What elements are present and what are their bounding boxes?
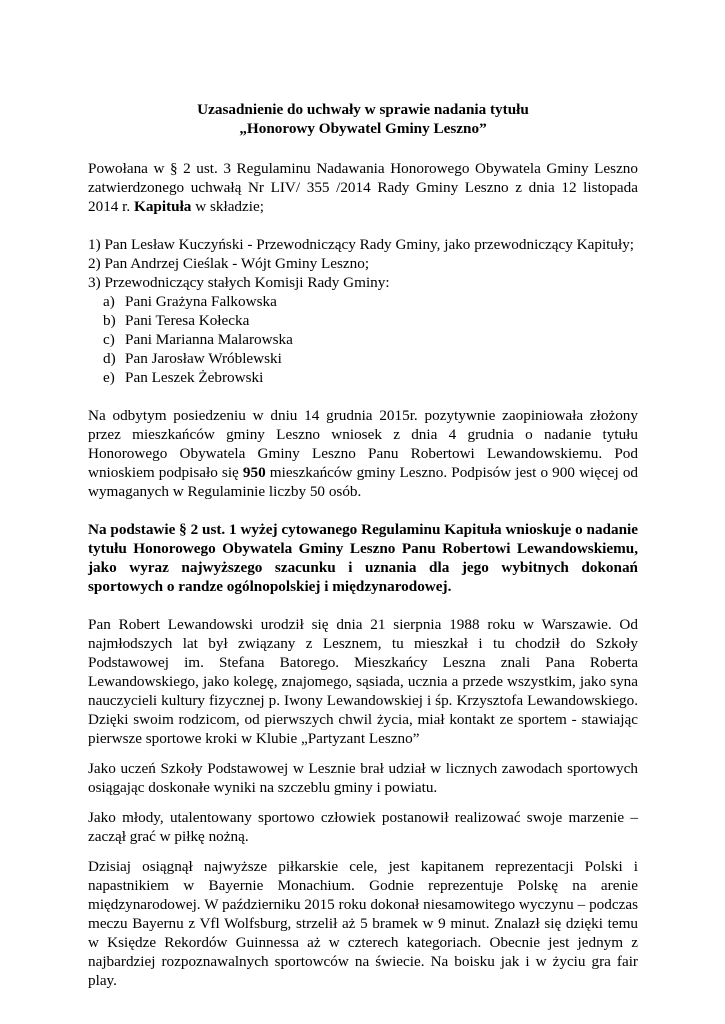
member-name: Pani Marianna Malarowska (125, 331, 293, 348)
football-start-paragraph: Jako młody, utalentowany sportowo człowiek postanowił realizować swoje marzenie – zaczął grać w piłkę nożną. (88, 809, 638, 845)
member-name: Pani Grażyna Falkowska (125, 293, 277, 310)
list-marker: c) (103, 331, 115, 348)
title-line-1: Uzasadnienie do uchwały w sprawie nadania tytułu (197, 101, 529, 118)
list-marker: d) (103, 350, 116, 367)
signatures-count: 950 (242, 464, 266, 481)
meeting-text: Na odbytym posiedzeniu w dniu 14 grudnia 2015r. pozytywnie zaopiniowała złożony przez mieszkańców gminy Leszno wniosek z dnia 4 grudnia o nadanie tytułu Honorowego Obywatela Gminy Leszno Panu Robertowi Lewandowskiemu. Pod wnioskiem podpisało się (88, 407, 638, 481)
member-item: 1) Pan Lesław Kuczyński - Przewodniczący Rady Gminy, jako przewodniczący Kapituły; (88, 236, 635, 253)
member-name: Pani Teresa Kołecka (125, 312, 250, 329)
members-list (88, 235, 638, 292)
member-item: 2) Pan Andrzej Cieślak - Wójt Gminy Leszno; (88, 255, 370, 272)
document-page (88, 100, 638, 1001)
commission-member-item (103, 311, 638, 330)
meeting-paragraph (88, 406, 638, 501)
member-name: Pan Jarosław Wróblewski (125, 350, 282, 367)
meeting-text-end: mieszkańców gminy Leszno. Podpisów jest o 900 więcej od wymaganych w Regulaminie liczby 50 osób. (88, 464, 639, 500)
member-name: Pan Leszek Żebrowski (125, 369, 264, 386)
list-marker: a) (103, 293, 115, 310)
title-line-2: „Honorowy Obywatel Gminy Leszno” (239, 120, 487, 137)
commission-member-item (103, 292, 638, 311)
intro-text-end: w składzie; (191, 198, 264, 215)
intro-bold-kapitula: Kapituła (134, 198, 192, 215)
commission-member-item (103, 349, 638, 368)
document-title (88, 100, 638, 138)
commission-member-item (103, 368, 638, 387)
commission-members-list (88, 292, 638, 387)
intro-paragraph (88, 159, 638, 216)
achievements-paragraph: Dzisiaj osiągnął najwyższe piłkarskie cele, jest kapitanem reprezentacji Polski i napastnikiem w Bayernie Monachium. Godnie reprezentuje Polskę na arenie międzynarodowej. W październiku 2015 roku dokonał niesamowitego wyczynu – podczas meczu Bayernu z Vfl Wolfsburg, strzelił aż 5 bramek w 9 minut. Znalazł się dzięki temu w Księdze Rekordów Guinnessa aż w czterech kategoriach. Obecnie jest jednym z najbardziej rozpoznawalnych sportowców na świecie. Na boisku jak i w życiu gra fair play. (88, 858, 638, 989)
decision-paragraph: Na podstawie § 2 ust. 1 wyżej cytowanego Regulaminu Kapituła wnioskuje o nadanie tytułu Honorowego Obywatela Gminy Leszno Panu Robertowi Lewandowskiemu, jako wyraz najwyższego szacunku i uznania dla jego wybitnych dokonań sportowych o randze ogólnopolskiej i międzynarodowej. (88, 521, 638, 595)
commission-member-item (103, 330, 638, 349)
school-paragraph: Jako uczeń Szkoły Podstawowej w Lesznie brał udział w licznych zawodach sportowych osiągając doskonałe wyniki na szczeblu gminy i powiatu. (88, 760, 638, 796)
biography-paragraph: Pan Robert Lewandowski urodził się dnia 21 sierpnia 1988 roku w Warszawie. Od najmłodszych lat był związany z Lesznem, tu mieszkał i tu chodził do Szkoły Podstawowej im. Stefana Batorego. Mieszkańcy Leszna znali Pana Roberta Lewandowskiego, jako kolegę, znajomego, sąsiada, ucznia a przede wszystkim, jako syna nauczycieli kultury fizycznej p. Iwony Lewandowskiej i śp. Krzysztofa Lewandowskiego. Dzięki swoim rodzicom, od pierwszych chwil życia, miał kontakt ze sportem - stawiając pierwsze sportowe kroki w Klubie „Partyzant Leszno” (88, 616, 638, 747)
intro-text: Powołana w § 2 ust. 3 Regulaminu Nadawania Honorowego Obywatela Gminy Leszno zatwierdzonego uchwałą Nr LIV/ 355 /2014 Rady Gminy Leszno z dnia 12 listopada 2014 r. (88, 160, 638, 215)
list-marker: b) (103, 312, 116, 329)
list-marker: e) (103, 369, 115, 386)
member-item: 3) Przewodniczący stałych Komisji Rady Gminy: (88, 274, 390, 291)
